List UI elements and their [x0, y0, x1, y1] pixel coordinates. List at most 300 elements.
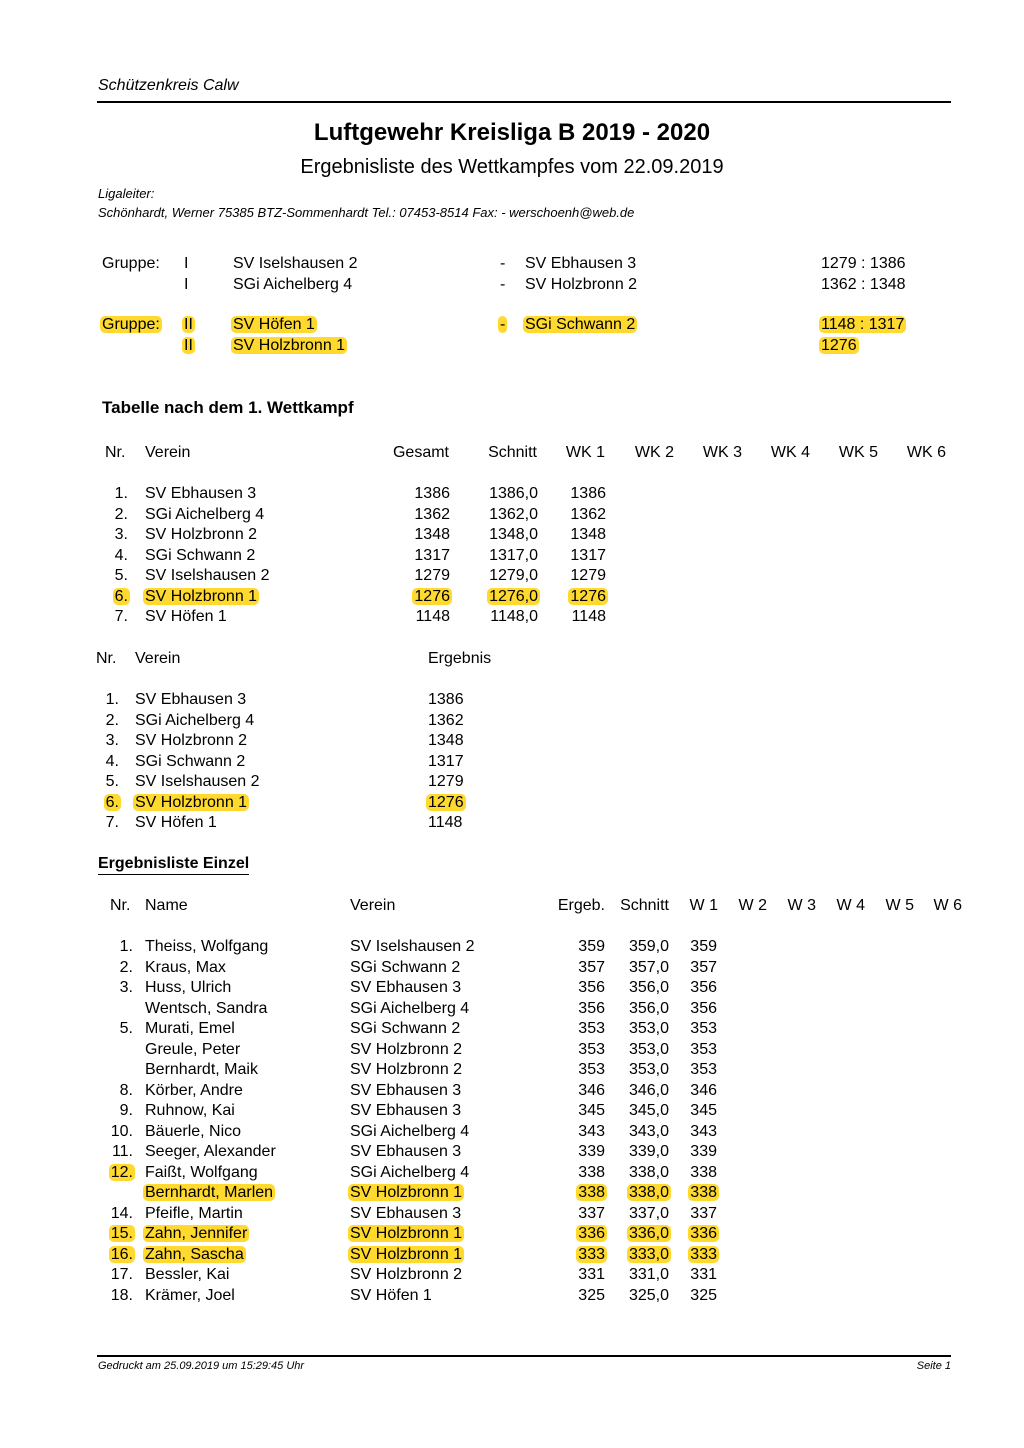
page-title: Luftgewehr Kreisliga B 2019 - 2020	[313, 119, 711, 146]
list-item-ergeb-text: 353	[578, 1061, 605, 1078]
pairing-group-text: II	[184, 337, 193, 354]
list-item-nr-text: 17.	[110, 1266, 133, 1283]
list-item-schnitt-text: 353,0	[628, 1020, 669, 1037]
ligaleiter-info: Schönhardt, Werner 75385 BTZ-Sommenhardt Tel.: 07453-8514 Fax: - werschoenh@web.de	[98, 205, 635, 220]
table-row-verein	[135, 814, 217, 832]
col-header-nr-text: Nr.	[105, 444, 126, 461]
list-item-schnitt-text: 337,0	[628, 1204, 669, 1222]
list-item-nr-text: 2.	[119, 958, 133, 976]
list-item-w1	[517, 1205, 717, 1223]
list-item-ergeb-text: 356	[578, 999, 605, 1017]
list-item-name-text: Huss, Ulrich	[145, 979, 232, 996]
list-item-w1-text: 353	[690, 1061, 717, 1078]
list-item-w1-text: 356	[690, 979, 717, 996]
list-item-w1-text: 325	[690, 1286, 717, 1304]
table-row-ergebnis-text: 1386	[428, 691, 464, 708]
pairing-home-text: SGi Aichelberg 4	[233, 276, 353, 293]
table-row-wk1	[406, 608, 606, 626]
table-row-nr-text: 5.	[105, 773, 119, 790]
list-item-w1	[517, 1184, 717, 1202]
table-row-verein	[135, 691, 246, 709]
list-item-name	[145, 1061, 258, 1079]
list-item-w1-text: 343	[690, 1122, 717, 1140]
list-item-schnitt-text: 343,0	[628, 1122, 669, 1140]
list-item-name	[145, 1123, 241, 1141]
col-header-w5-text: W 5	[885, 897, 914, 914]
list-item-verein-text: SV Ebhausen 3	[350, 1102, 462, 1119]
table-row-wk1-text: 1362	[570, 505, 606, 523]
pairing-home	[233, 255, 358, 273]
table-row-verein-text: SV Iselshausen 2	[135, 773, 260, 790]
list-item-name-text: Seeger, Alexander	[145, 1143, 276, 1160]
pairing-score-text: 1148 : 1317	[821, 316, 905, 333]
table-row-verein-text: SV Holzbronn 2	[135, 732, 248, 749]
col-header-nr	[105, 444, 125, 462]
col-header-verein-text: Verein	[135, 650, 181, 667]
table-row-ergebnis	[428, 732, 464, 750]
list-item-name	[145, 1102, 235, 1120]
table-row-verein	[145, 485, 256, 503]
col-header-nr	[96, 650, 116, 668]
pairing-dash-text: -	[500, 255, 506, 272]
pairing-group	[184, 337, 193, 355]
table-row-schnitt-text: 1317,0	[489, 546, 538, 564]
list-item-w1-text: 353	[690, 1020, 717, 1037]
col-header-wk3-text: WK 3	[702, 444, 742, 461]
table-row-schnitt-text: 1148,0	[490, 608, 538, 625]
table-row-verein	[135, 773, 260, 791]
col-header-wk4-text: WK 4	[770, 444, 810, 461]
list-item-schnitt-text: 338,0	[628, 1163, 669, 1181]
list-item-verein-text: SV Ebhausen 3	[350, 1081, 462, 1099]
table-row-schnitt-text: 1276,0	[489, 587, 538, 605]
list-item-verein-text: SV Holzbronn 1	[350, 1245, 463, 1263]
list-item-verein-text: SV Ebhausen 3	[350, 979, 462, 996]
list-item-nr	[0, 938, 133, 956]
table-row-ergebnis	[428, 691, 464, 709]
list-item-w1-text: 336	[690, 1225, 717, 1242]
list-item-w1-text: 339	[690, 1143, 717, 1160]
header-org: Schützenkreis Calw	[98, 77, 239, 94]
table-row-ergebnis	[428, 794, 464, 812]
list-item-nr	[0, 1102, 133, 1120]
table-row-verein-text: SV Holzbronn 2	[145, 526, 258, 543]
list-item-nr	[0, 1287, 133, 1305]
table-row-ergebnis-text: 1348	[428, 732, 464, 749]
pairing-dash-text: -	[500, 316, 506, 333]
table-row-schnitt-text: 1362,0	[489, 505, 538, 523]
list-item-verein-text: SV Ebhausen 3	[350, 1143, 462, 1160]
table-row-wk1-text: 1348	[570, 526, 606, 543]
list-item-ergeb-text: 343	[578, 1122, 605, 1140]
list-item-ergeb-text: 337	[578, 1204, 605, 1222]
list-item-schnitt-text: 345,0	[628, 1102, 669, 1119]
table-row-nr-text: 2.	[105, 711, 119, 729]
table-row-ergebnis	[428, 814, 462, 832]
list-item-w1	[517, 1287, 717, 1305]
list-item-verein-text: SGi Aichelberg 4	[350, 1163, 470, 1181]
col-header-wk1-text: WK 1	[565, 444, 605, 461]
pairing-label	[102, 255, 160, 273]
col-header-verein	[145, 444, 190, 462]
list-item-nr-text: 5.	[119, 1020, 133, 1037]
list-item-ergeb-text: 357	[578, 958, 605, 976]
list-item-verein-text: SV Iselshausen 2	[350, 938, 475, 955]
list-item-verein-text: SGi Schwann 2	[350, 1020, 461, 1037]
pairing-score	[821, 255, 906, 273]
table-row-nr	[0, 588, 128, 606]
table-row-gesamt-text: 1148	[415, 608, 450, 625]
list-item-schnitt-text: 346,0	[628, 1081, 669, 1099]
pairing-label-text: Gruppe:	[102, 316, 160, 333]
list-item-ergeb-text: 331	[578, 1266, 605, 1283]
table-row-nr	[0, 608, 128, 626]
table-row-ergebnis-text: 1317	[428, 752, 464, 770]
table-row-verein-text: SV Ebhausen 3	[135, 691, 247, 708]
col-header-w4-text: W 4	[836, 897, 865, 914]
list-item-ergeb-text: 359	[578, 938, 605, 955]
col-header-wk6-text: WK 6	[906, 444, 946, 461]
table-row-verein-text: SGi Schwann 2	[135, 752, 246, 770]
pairing-home	[233, 316, 315, 334]
table-row-nr	[0, 547, 128, 565]
list-item-nr	[0, 1143, 133, 1161]
col-header-wk6	[746, 444, 946, 462]
list-item-name-text: Wentsch, Sandra	[145, 999, 268, 1017]
list-item-nr	[0, 1164, 133, 1182]
table-row-verein-text: SGi Aichelberg 4	[145, 505, 265, 523]
list-item-w1	[517, 1020, 717, 1038]
col-header-nr	[110, 897, 130, 915]
table-row-nr	[0, 794, 119, 812]
table-row-nr-text: 7.	[114, 608, 128, 625]
table-row-wk1	[406, 567, 606, 585]
col-header-w6-text: W 6	[933, 897, 962, 914]
list-item-nr-text: 18.	[110, 1286, 133, 1304]
list-item-ergeb-text: 338	[578, 1163, 605, 1181]
table-row-verein	[145, 608, 227, 626]
table-row-nr	[0, 712, 119, 730]
list-item-verein-text: SV Holzbronn 1	[350, 1184, 463, 1201]
list-item-schnitt-text: 356,0	[628, 979, 669, 996]
list-item-w1	[517, 1000, 717, 1018]
table-row-gesamt-text: 1386	[414, 485, 450, 502]
pairing-dash-text: -	[500, 276, 506, 293]
col-header-name-text: Name	[145, 897, 188, 914]
pairing-dash	[500, 316, 505, 334]
list-item-name	[145, 1000, 267, 1018]
list-item-ergeb-text: 356	[578, 979, 605, 996]
list-item-name-text: Ruhnow, Kai	[145, 1102, 235, 1119]
list-item-name	[145, 1143, 276, 1161]
table-row-verein	[135, 712, 254, 730]
list-item-nr-text: 15.	[110, 1225, 133, 1242]
list-item-name-text: Zahn, Sascha	[145, 1245, 244, 1263]
table-row-verein	[145, 526, 257, 544]
pairing-away	[525, 316, 635, 334]
col-header-gesamt-text: Gesamt	[392, 444, 449, 461]
list-item-schnitt-text: 353,0	[628, 1040, 669, 1058]
table1-title: Tabelle nach dem 1. Wettkampf	[102, 398, 354, 417]
list-item-schnitt-text: 353,0	[628, 1061, 669, 1078]
list-item-name-text: Zahn, Jennifer	[145, 1225, 248, 1242]
table-row-nr	[0, 753, 119, 771]
list-item-name-text: Theiss, Wolfgang	[145, 938, 269, 955]
list-item-ergeb-text: 325	[578, 1286, 605, 1304]
list-item-name	[145, 1205, 243, 1223]
list-item-nr	[0, 1020, 133, 1038]
table-row-verein-text: SV Ebhausen 3	[145, 485, 257, 502]
list-item-name	[145, 1020, 235, 1038]
col-header-verein-text: Verein	[145, 444, 191, 461]
list-item-ergeb-text: 353	[578, 1020, 605, 1037]
col-header-wk5-text: WK 5	[838, 444, 878, 461]
list-item-nr	[0, 1082, 133, 1100]
list-item-ergeb-text: 338	[578, 1184, 605, 1201]
col-header-nr-text: Nr.	[96, 650, 117, 667]
footer-page: Seite 1	[916, 1360, 951, 1372]
table-row-gesamt-text: 1276	[414, 587, 450, 605]
list-item-w1-text: 338	[690, 1163, 717, 1181]
list-item-w1	[517, 1123, 717, 1141]
pairing-group	[184, 316, 193, 334]
table-row-wk1-text: 1276	[570, 587, 606, 605]
table-row-verein	[135, 753, 245, 771]
ligaleiter-label: Ligaleiter:	[98, 186, 155, 201]
list-item-nr	[0, 1246, 133, 1264]
list-item-ergeb-text: 333	[578, 1245, 605, 1263]
list-item-w1-text: 345	[690, 1102, 717, 1119]
list-item-nr	[0, 979, 133, 997]
list-item-w1-text: 346	[690, 1081, 717, 1099]
list-item-w1	[517, 979, 717, 997]
list-item-w1	[517, 1082, 717, 1100]
table-row-verein	[145, 547, 255, 565]
pairing-away-text: SGi Schwann 2	[525, 316, 636, 333]
table-row-nr	[0, 485, 128, 503]
table-row-verein-text: SV Höfen 1	[145, 608, 227, 625]
list-item-schnitt-text: 356,0	[628, 999, 669, 1017]
list-item-name	[145, 1287, 235, 1305]
list-item-nr-text: 10.	[110, 1122, 133, 1140]
table-row-wk1	[406, 588, 606, 606]
list-item-name-text: Greule, Peter	[145, 1040, 241, 1058]
list-item-nr	[0, 1123, 133, 1141]
pairing-home-text: SV Holzbronn 1	[233, 337, 346, 354]
list-item-name-text: Faißt, Wolfgang	[145, 1163, 258, 1181]
col-header-w3-text: W 3	[787, 897, 816, 914]
list-item-name-text: Körber, Andre	[145, 1081, 243, 1099]
table-row-nr	[0, 506, 128, 524]
col-header-schnitt-text: Schnitt	[488, 444, 537, 461]
pairing-group	[184, 276, 188, 294]
pairing-group-text: I	[184, 255, 189, 272]
list-item-nr-text: 8.	[119, 1081, 133, 1099]
list-item-verein-text: SV Holzbronn 2	[350, 1266, 463, 1283]
list-item-w1-text: 359	[690, 938, 717, 955]
list-item-schnitt-text: 325,0	[628, 1286, 669, 1304]
table-row-gesamt-text: 1362	[414, 505, 450, 523]
table-row-ergebnis-text: 1279	[428, 773, 464, 790]
pairing-away	[525, 255, 636, 273]
list-item-name-text: Murati, Emel	[145, 1020, 235, 1037]
table-row-wk1	[406, 485, 606, 503]
list-item-schnitt-text: 357,0	[628, 958, 669, 976]
list-item-ergeb-text: 345	[578, 1102, 605, 1119]
list-item-w1	[517, 1102, 717, 1120]
header-rule	[97, 101, 951, 103]
list-item-nr	[0, 1266, 133, 1284]
list-item-w1	[517, 1225, 717, 1243]
list-item-nr	[0, 1205, 133, 1223]
pairing-home	[233, 337, 345, 355]
table-row-verein-text: SV Höfen 1	[135, 814, 217, 831]
footer-printed: Gedruckt am 25.09.2019 um 15:29:45 Uhr	[98, 1360, 305, 1372]
list-item-verein-text: SV Ebhausen 3	[350, 1204, 462, 1222]
list-item-nr-text: 11.	[111, 1143, 133, 1160]
list-item-w1-text: 353	[690, 1040, 717, 1058]
list-item-w1	[517, 1164, 717, 1182]
table-row-wk1	[406, 526, 606, 544]
table-row-wk1-text: 1148	[571, 608, 606, 625]
list-item-verein-text: SV Holzbronn 1	[350, 1225, 463, 1242]
table-row-gesamt-text: 1279	[414, 567, 450, 584]
pairing-score-text: 1279 : 1386	[821, 255, 906, 272]
table-row-ergebnis	[428, 753, 464, 771]
col-header-wk2-text: WK 2	[634, 444, 674, 461]
table-row-nr	[0, 732, 119, 750]
table-row-gesamt-text: 1317	[414, 546, 450, 564]
table-row-nr	[0, 691, 119, 709]
list-item-verein-text: SV Höfen 1	[350, 1286, 432, 1304]
pairing-home-text: SV Iselshausen 2	[233, 255, 358, 272]
table-row-schnitt-text: 1348,0	[489, 526, 538, 543]
einzel-title: Ergebnisliste Einzel	[98, 855, 249, 875]
pairing-away	[525, 276, 637, 294]
table-row-nr	[0, 773, 119, 791]
list-item-verein-text: SV Holzbronn 2	[350, 1061, 463, 1078]
list-item-name	[145, 1184, 273, 1202]
list-item-name-text: Pfeifle, Martin	[145, 1204, 243, 1222]
list-item-name-text: Krämer, Joel	[145, 1286, 235, 1304]
table-row-verein	[135, 732, 247, 750]
pairing-score-text: 1276	[821, 337, 857, 354]
table-row-verein	[135, 794, 247, 812]
table-row-gesamt-text: 1348	[414, 526, 450, 543]
list-item-name	[145, 1266, 229, 1284]
list-item-w1	[517, 959, 717, 977]
list-item-schnitt-text: 338,0	[628, 1184, 669, 1201]
list-item-verein-text: SGi Schwann 2	[350, 958, 461, 976]
col-header-w1-text: W 1	[689, 897, 718, 914]
table-row-verein-text: SV Holzbronn 1	[145, 587, 258, 605]
pairing-dash	[500, 276, 505, 294]
list-item-ergeb-text: 346	[578, 1081, 605, 1099]
table-row-nr	[0, 526, 128, 544]
col-header-ergebnis-text: Ergebnis	[428, 650, 492, 667]
table-row-nr-text: 6.	[114, 587, 128, 605]
list-item-nr-text: 9.	[119, 1102, 133, 1119]
col-header-name	[145, 897, 188, 915]
table-row-wk1-text: 1317	[570, 546, 606, 564]
table-row-nr	[0, 814, 119, 832]
list-item-nr-text: 1.	[119, 938, 133, 955]
list-item-name	[145, 1164, 258, 1182]
list-item-schnitt-text: 333,0	[628, 1245, 669, 1263]
list-item-ergeb-text: 336	[578, 1225, 605, 1242]
table-row-nr-text: 6.	[105, 793, 119, 811]
list-item-w1-text: 356	[690, 999, 717, 1017]
table-row-schnitt-text: 1279,0	[489, 567, 538, 584]
table-row-nr-text: 3.	[105, 732, 119, 749]
list-item-name	[145, 979, 231, 997]
list-item-nr	[0, 959, 133, 977]
col-header-nr-text: Nr.	[110, 897, 131, 914]
pairing-away-text: SV Ebhausen 3	[525, 255, 637, 272]
table-row-wk1-text: 1386	[570, 485, 606, 502]
list-item-w1-text: 357	[690, 958, 717, 976]
list-item-name-text: Bessler, Kai	[145, 1266, 230, 1283]
table-row-schnitt-text: 1386,0	[489, 485, 538, 502]
table-row-wk1	[406, 547, 606, 565]
list-item-w1	[517, 1246, 717, 1264]
table-row-wk1-text: 1279	[570, 567, 606, 584]
table-row-nr	[0, 567, 128, 585]
pairing-group-text: I	[184, 276, 189, 293]
table-row-nr-text: 5.	[114, 567, 128, 584]
list-item-w1	[517, 1143, 717, 1161]
table-row-ergebnis	[428, 712, 464, 730]
pairing-home	[233, 276, 352, 294]
list-item-name-text: Bäuerle, Nico	[145, 1122, 242, 1140]
col-header-verein-text: Verein	[350, 897, 396, 914]
list-item-name	[145, 1041, 240, 1059]
table-row-wk1	[406, 506, 606, 524]
list-item-name	[145, 1225, 247, 1243]
table-row-nr-text: 2.	[114, 505, 128, 523]
list-item-ergeb-text: 353	[578, 1040, 605, 1058]
col-header-ergebnis	[428, 650, 491, 668]
table-row-verein	[145, 506, 264, 524]
list-item-name-text: Bernhardt, Maik	[145, 1061, 258, 1078]
list-item-verein-text: SGi Aichelberg 4	[350, 1122, 470, 1140]
list-item-name	[145, 938, 268, 956]
table-row-verein-text: SGi Aichelberg 4	[135, 711, 255, 729]
list-item-name	[145, 1246, 244, 1264]
pairing-score	[821, 276, 906, 294]
table-row-nr-text: 4.	[105, 752, 119, 770]
list-item-schnitt-text: 339,0	[628, 1143, 669, 1160]
pairing-score-text: 1362 : 1348	[821, 276, 906, 293]
list-item-verein-text: SGi Aichelberg 4	[350, 999, 470, 1017]
table-row-nr-text: 1.	[114, 485, 128, 502]
list-item-w1-text: 331	[690, 1266, 717, 1283]
list-item-nr-text: 12.	[110, 1163, 133, 1181]
list-item-ergeb-text: 339	[578, 1143, 605, 1160]
list-item-w1	[517, 1041, 717, 1059]
table-row-verein-text: SV Holzbronn 1	[135, 793, 248, 811]
table-row-nr-text: 3.	[114, 526, 128, 543]
list-item-schnitt-text: 359,0	[628, 938, 669, 955]
table-row-verein	[145, 588, 257, 606]
table-row-nr-text: 1.	[105, 691, 119, 708]
list-item-schnitt-text: 336,0	[628, 1225, 669, 1242]
list-item-w1	[517, 1266, 717, 1284]
pairing-away-text: SV Holzbronn 2	[525, 276, 638, 293]
col-header-verein	[135, 650, 180, 668]
col-header-w6	[762, 897, 962, 915]
list-item-verein-text: SV Holzbronn 2	[350, 1040, 463, 1058]
